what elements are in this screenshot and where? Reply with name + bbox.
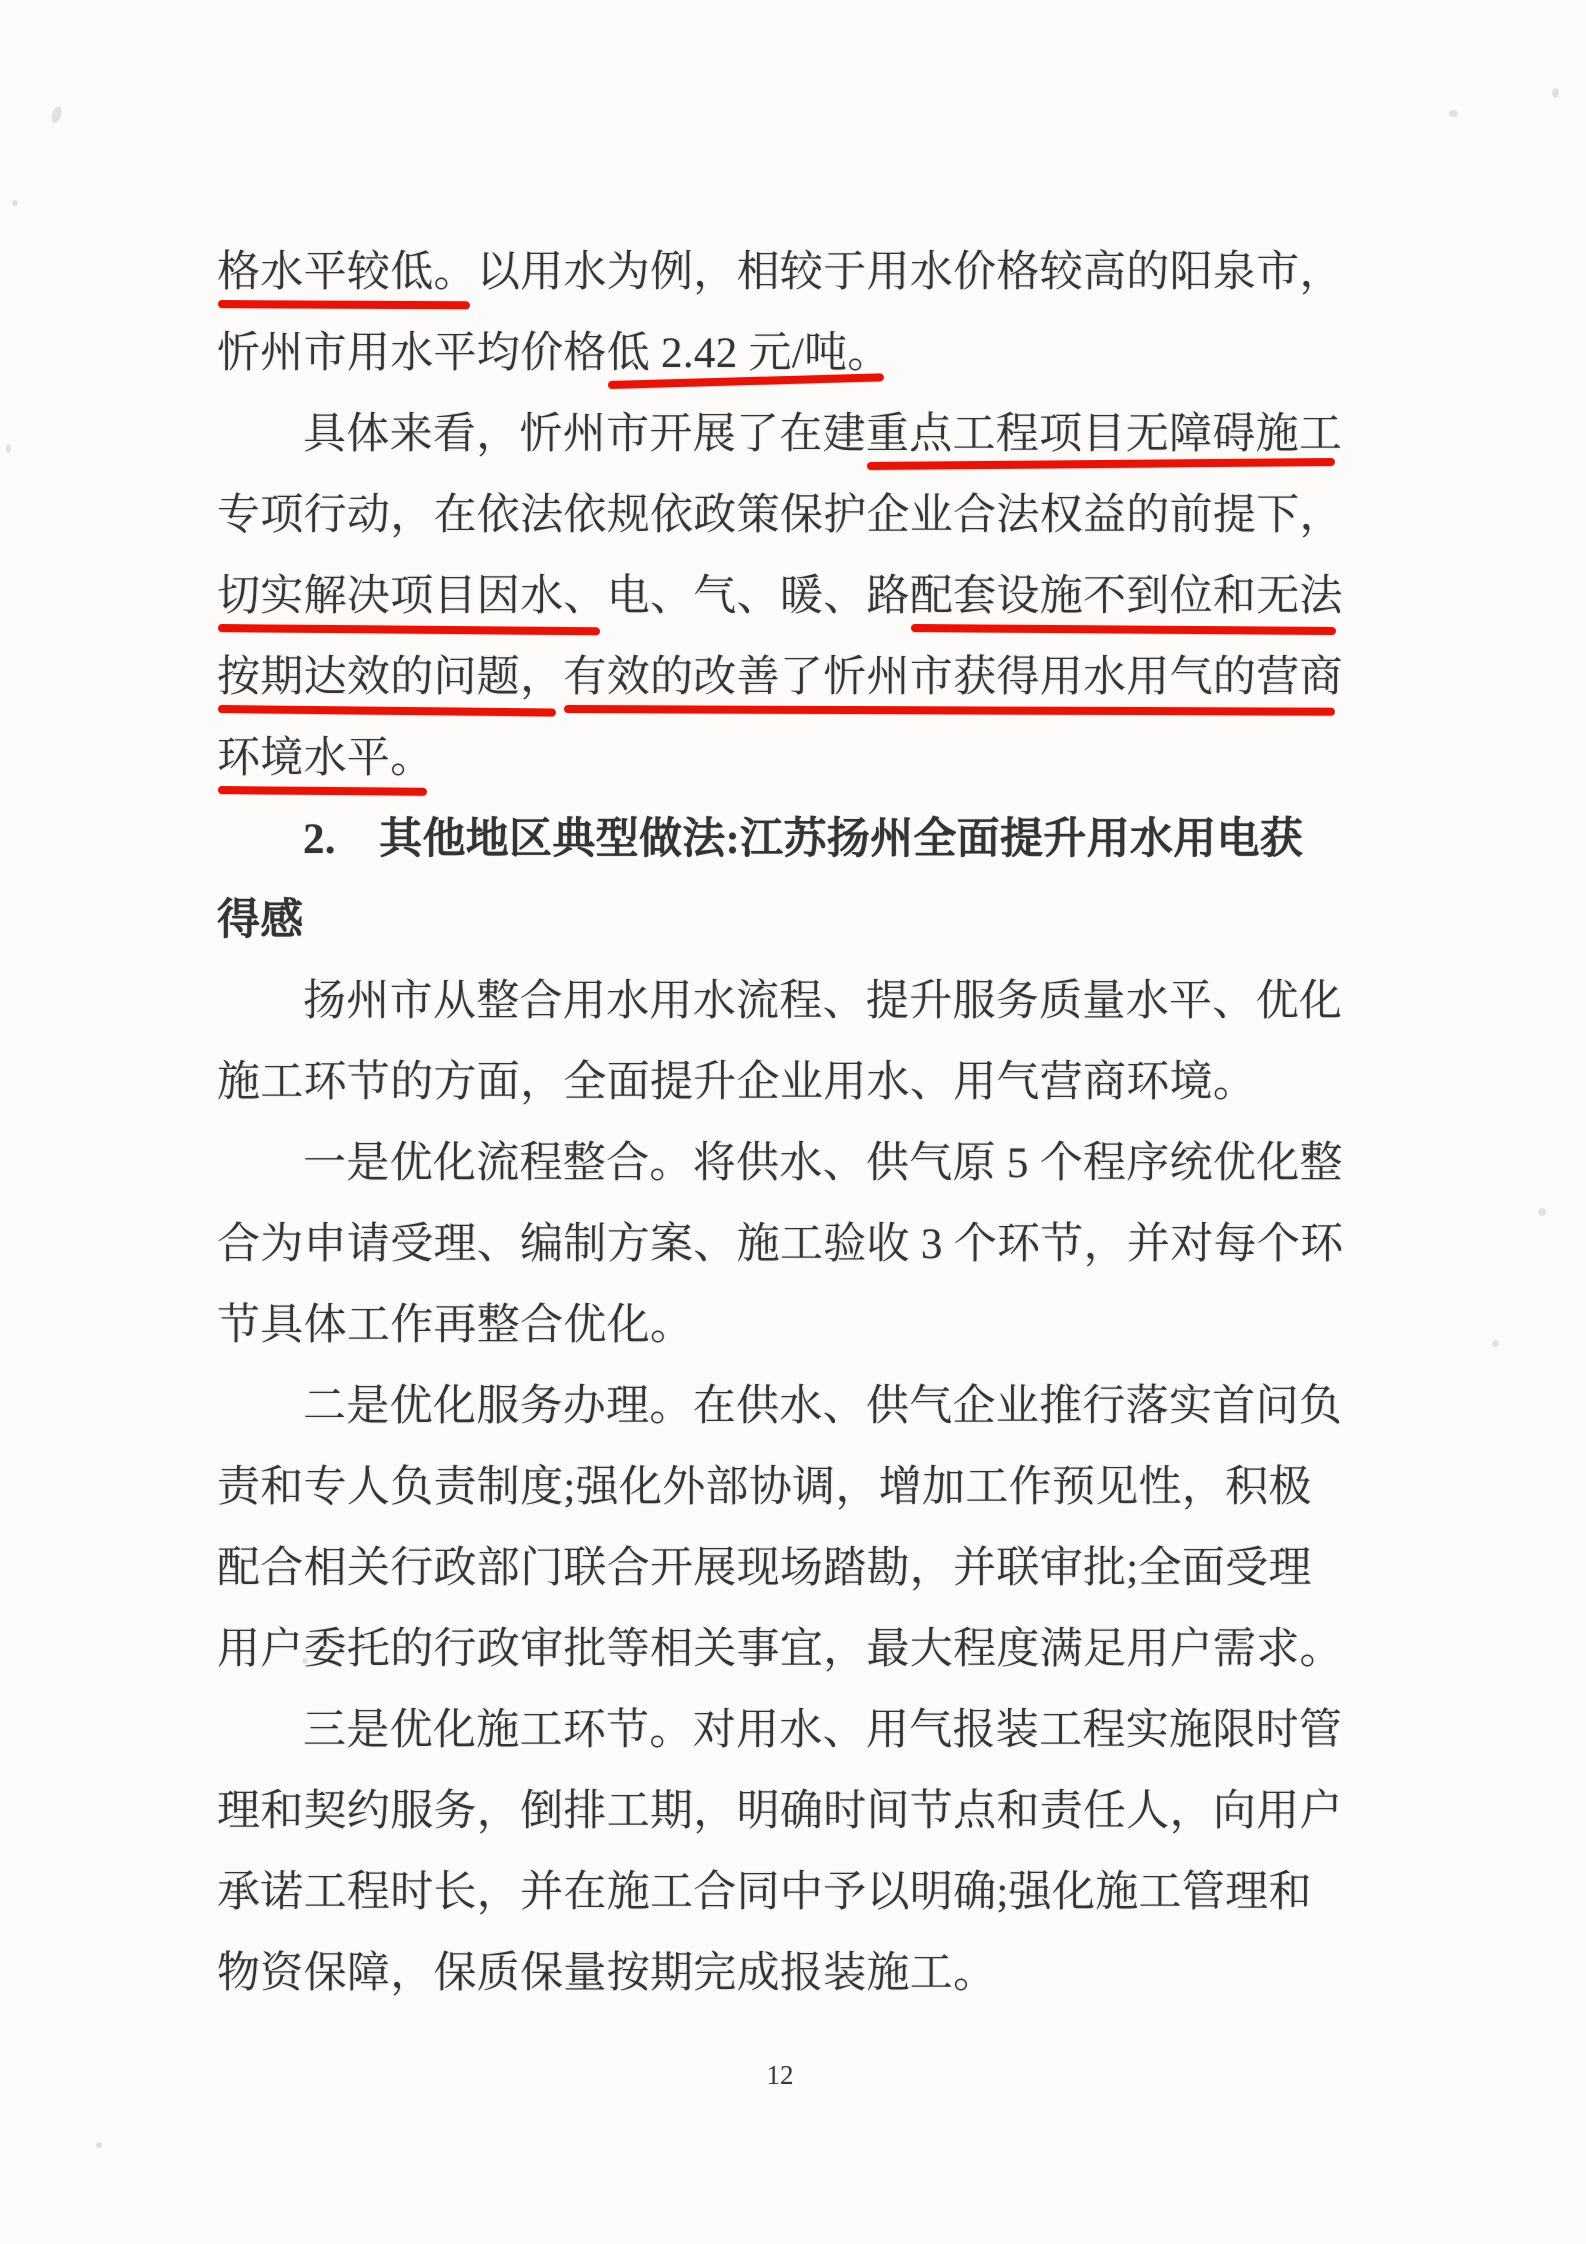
scan-artifact <box>96 2142 102 2148</box>
text-line <box>217 1771 1341 1852</box>
page-number: 12 <box>766 2060 794 2090</box>
text-run: 理和契约服务，倒排工期，明确时间节点和责任人，向用户 <box>217 1788 1343 1835</box>
scan-artifact <box>50 105 64 124</box>
text-run: 用户委托的行政审批等相关事宜，最大程度满足用户需求。 <box>217 1626 1343 1673</box>
text-run: 节具体工作再整合优化。 <box>217 1302 694 1349</box>
text-line <box>217 1933 1341 2014</box>
text-run: 二是优化服务办理。在供水、供气企业推行落实首问负 <box>303 1383 1343 1430</box>
text-line <box>217 394 1341 475</box>
text-line <box>217 1366 1341 1447</box>
scan-artifact <box>1538 1208 1546 1216</box>
text-line <box>217 1852 1341 1933</box>
scan-artifact <box>1492 1340 1499 1347</box>
red-underlined-text: 重点工程项目无障碍施工 <box>865 411 1343 458</box>
text-line <box>217 1528 1341 1609</box>
scan-artifact <box>6 444 11 453</box>
text-line <box>217 475 1341 556</box>
text-line <box>217 556 1341 637</box>
text-line <box>217 1690 1341 1771</box>
document-body <box>217 232 1344 2014</box>
text-line <box>217 1285 1341 1366</box>
text-run: 专项行动，在依法依规依政策保护企业合法权益的前提下， <box>217 492 1343 539</box>
text-line <box>217 1447 1341 1528</box>
text-run: 配合相关行政部门联合开展现场踏勘，并联审批;全面受理 <box>217 1545 1312 1592</box>
text-line <box>217 1042 1341 1123</box>
text-run: 一是优化流程整合。将供水、供气原 5 个程序统优化整 <box>303 1140 1343 1187</box>
text-line <box>217 1123 1341 1204</box>
text-run: 物资保障，保质保量按期完成报装施工。 <box>217 1950 997 1997</box>
text-line <box>217 232 1341 313</box>
red-underlined-text: 低 2.42 元/吨。 <box>606 330 891 377</box>
scan-artifact <box>12 200 18 206</box>
text-run: 具体来看，忻州市开展了在建 <box>303 411 866 458</box>
text-run: 承诺工程时长，并在施工合同中予以明确;强化施工管理和 <box>217 1869 1312 1916</box>
text-run: 施工环节的方面，全面提升企业用水、用气营商环境。 <box>217 1059 1257 1106</box>
red-underlined-text: 环境水平。 <box>217 735 434 782</box>
text-run: 忻州市用水平均价格 <box>217 330 607 377</box>
text-line <box>217 1609 1341 1690</box>
text-run: 责和专人负责制度;强化外部协调，增加工作预见性，积极 <box>217 1464 1312 1511</box>
text-run: 得感 <box>217 897 304 944</box>
red-underlined-text: 格水平较低。 <box>217 249 477 296</box>
text-line <box>217 718 1341 799</box>
text-run: 三是优化施工环节。对用水、用气报装工程实施限时管 <box>303 1707 1343 1754</box>
scan-artifact <box>302 1658 308 1664</box>
red-underlined-text: 按期达效的问题， <box>217 654 564 701</box>
red-underlined-text: 配套设施不到位和无法 <box>909 573 1343 620</box>
heading-line <box>217 880 1341 961</box>
text-line <box>217 313 1341 394</box>
scan-artifact <box>1449 110 1458 117</box>
text-line <box>217 1204 1344 1285</box>
text-run: 合为申请受理、编制方案、施工验收 3 个环节，并对每个环 <box>217 1221 1344 1268</box>
scan-artifact <box>1552 88 1559 98</box>
text-run: 以用水为例，相较于用水价格较高的阳泉市， <box>476 249 1343 296</box>
text-line <box>217 637 1341 718</box>
red-underlined-text: 有效的改善了忻州市获得用水用气的营商 <box>563 654 1343 701</box>
heading-line <box>217 799 1341 880</box>
text-run: 2. 其他地区典型做法:江苏扬州全面提升用水用电获 <box>303 816 1304 863</box>
text-line <box>217 961 1341 1042</box>
red-underlined-text: 切实解决项目因水、 <box>217 573 607 620</box>
text-run: 扬州市从整合用水用水流程、提升服务质量水平、优化 <box>303 978 1343 1025</box>
text-run: 电、气、暖、路 <box>606 573 910 620</box>
